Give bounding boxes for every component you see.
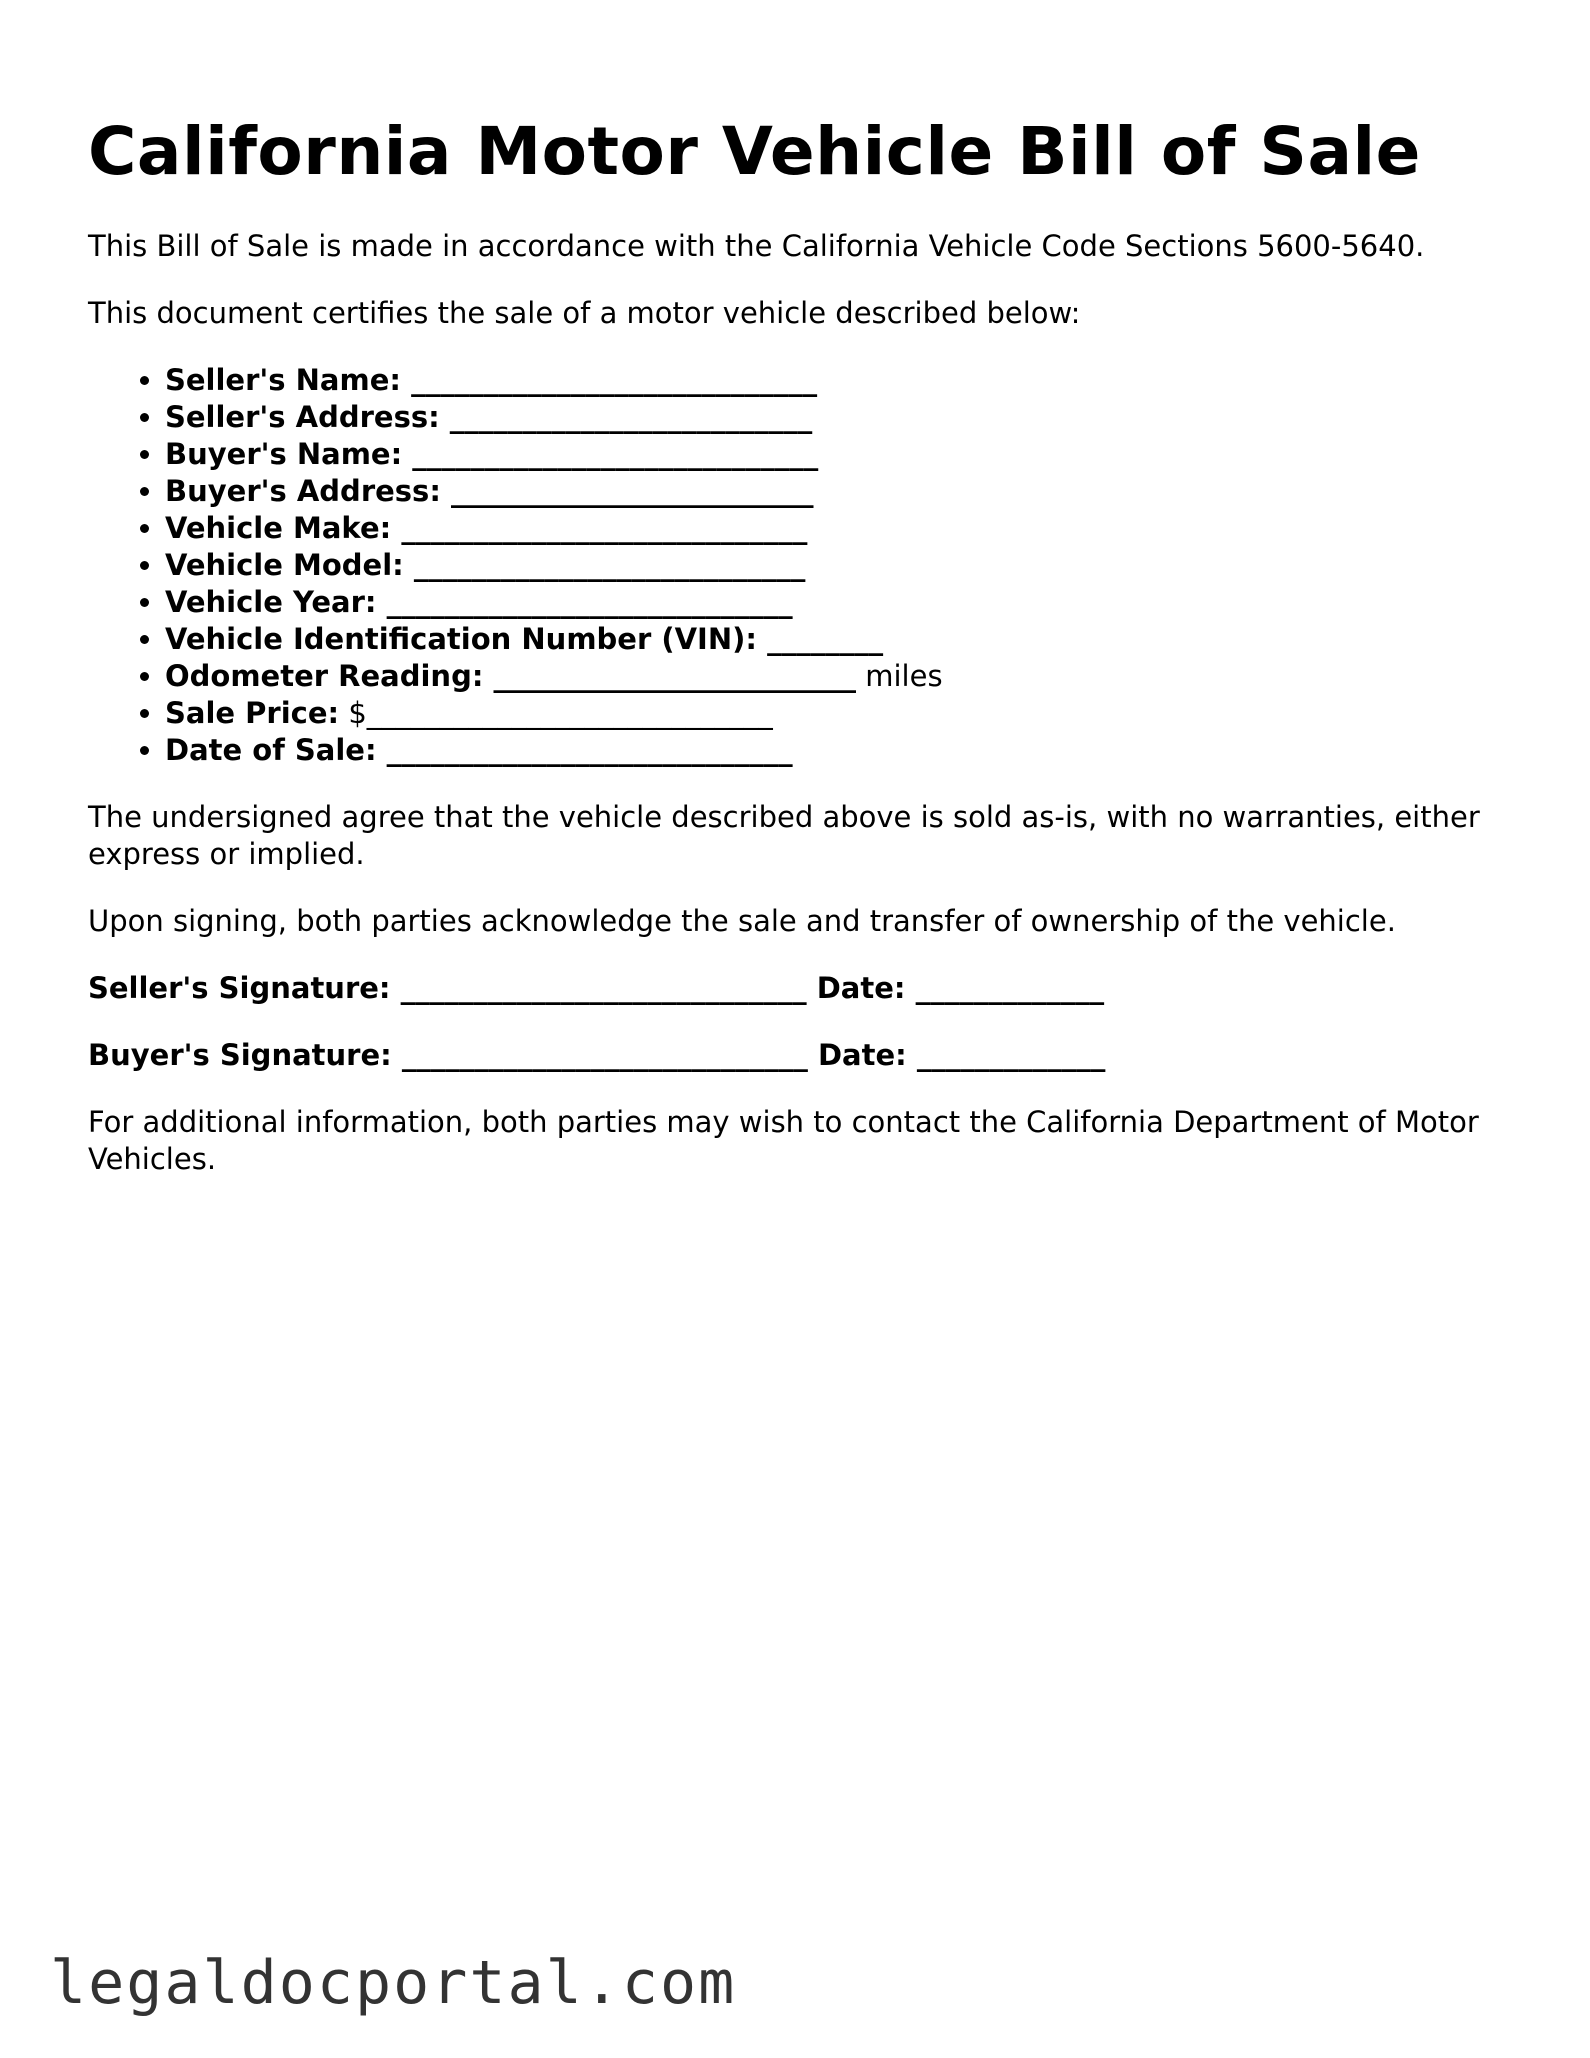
field-label: Vehicle Make: [165, 511, 392, 545]
blank-line[interactable]: ____________________________ [402, 437, 819, 471]
contact-paragraph: For additional information, both parties may wish to contact the California Department of Motor Vehicles. [88, 1105, 1479, 1176]
field-label: Seller's Address: [165, 400, 440, 434]
buyer-signature-label: Buyer's Signature: [88, 1038, 392, 1072]
field-vehicle-year [165, 584, 1508, 621]
seller-signature-label: Seller's Signature: [88, 971, 391, 1005]
blank-line[interactable]: ________ [756, 622, 884, 656]
field-label: Seller's Name: [165, 363, 401, 397]
blank-line[interactable]: ____________________________ [391, 511, 808, 545]
blank-line[interactable]: $____________________________ [339, 696, 773, 730]
buyer-date-label: Date: [817, 1038, 907, 1072]
buyer-date-blank[interactable]: _____________ [906, 1038, 1106, 1072]
blank-line[interactable]: _________________________ [440, 474, 814, 508]
field-buyers-name [165, 436, 1508, 473]
field-label: Vehicle Identification Number (VIN): [165, 622, 757, 656]
field-label: Buyer's Address: [165, 474, 441, 508]
field-vin [165, 621, 1508, 658]
field-sale-price [165, 695, 1508, 732]
field-label: Vehicle Model: [165, 548, 404, 582]
field-vehicle-model [165, 547, 1508, 584]
seller-date-blank[interactable]: _____________ [905, 971, 1105, 1005]
field-label: Odometer Reading: [165, 659, 484, 693]
seller-signature-blank[interactable]: ____________________________ [390, 971, 817, 1005]
document-page [88, 112, 1508, 1178]
odometer-unit: miles [856, 659, 943, 693]
blank-line[interactable]: ____________________________ [376, 585, 793, 619]
as-is-disclaimer: The undersigned agree that the vehicle described above is sold as-is, with no warranties, either express or implied. [88, 800, 1480, 871]
intro-paragraph: This Bill of Sale is made in accordance with the California Vehicle Code Sections 5600-5640. [88, 229, 1425, 263]
site-watermark: legaldocportal.com [50, 1948, 737, 2018]
buyer-signature-blank[interactable]: ____________________________ [391, 1038, 818, 1072]
blank-line[interactable]: ____________________________ [376, 733, 793, 767]
field-label: Date of Sale: [165, 733, 377, 767]
field-sellers-name [165, 362, 1508, 399]
field-label: Buyer's Name: [165, 437, 403, 471]
document-title: California Motor Vehicle Bill of Sale [88, 113, 1421, 190]
seller-signature-line [88, 970, 1508, 1007]
field-buyers-address [165, 473, 1508, 510]
blank-line[interactable]: ___________________________ [403, 548, 806, 582]
blank-line[interactable]: _________________________ [439, 400, 813, 434]
blank-line[interactable]: _________________________ [483, 659, 857, 693]
buyer-signature-line [88, 1037, 1508, 1074]
blank-line[interactable]: ____________________________ [400, 363, 818, 397]
field-sellers-address [165, 399, 1508, 436]
acknowledge-paragraph: Upon signing, both parties acknowledge the sale and transfer of ownership of the vehicle. [88, 904, 1396, 938]
vehicle-fields-list [88, 362, 1508, 769]
certify-paragraph: This document certifies the sale of a motor vehicle described below: [88, 296, 1081, 330]
field-label: Sale Price: [165, 696, 340, 730]
field-label: Vehicle Year: [165, 585, 377, 619]
field-vehicle-make [165, 510, 1508, 547]
field-date-of-sale [165, 732, 1508, 769]
field-odometer-reading [165, 658, 1508, 695]
seller-date-label: Date: [816, 971, 906, 1005]
